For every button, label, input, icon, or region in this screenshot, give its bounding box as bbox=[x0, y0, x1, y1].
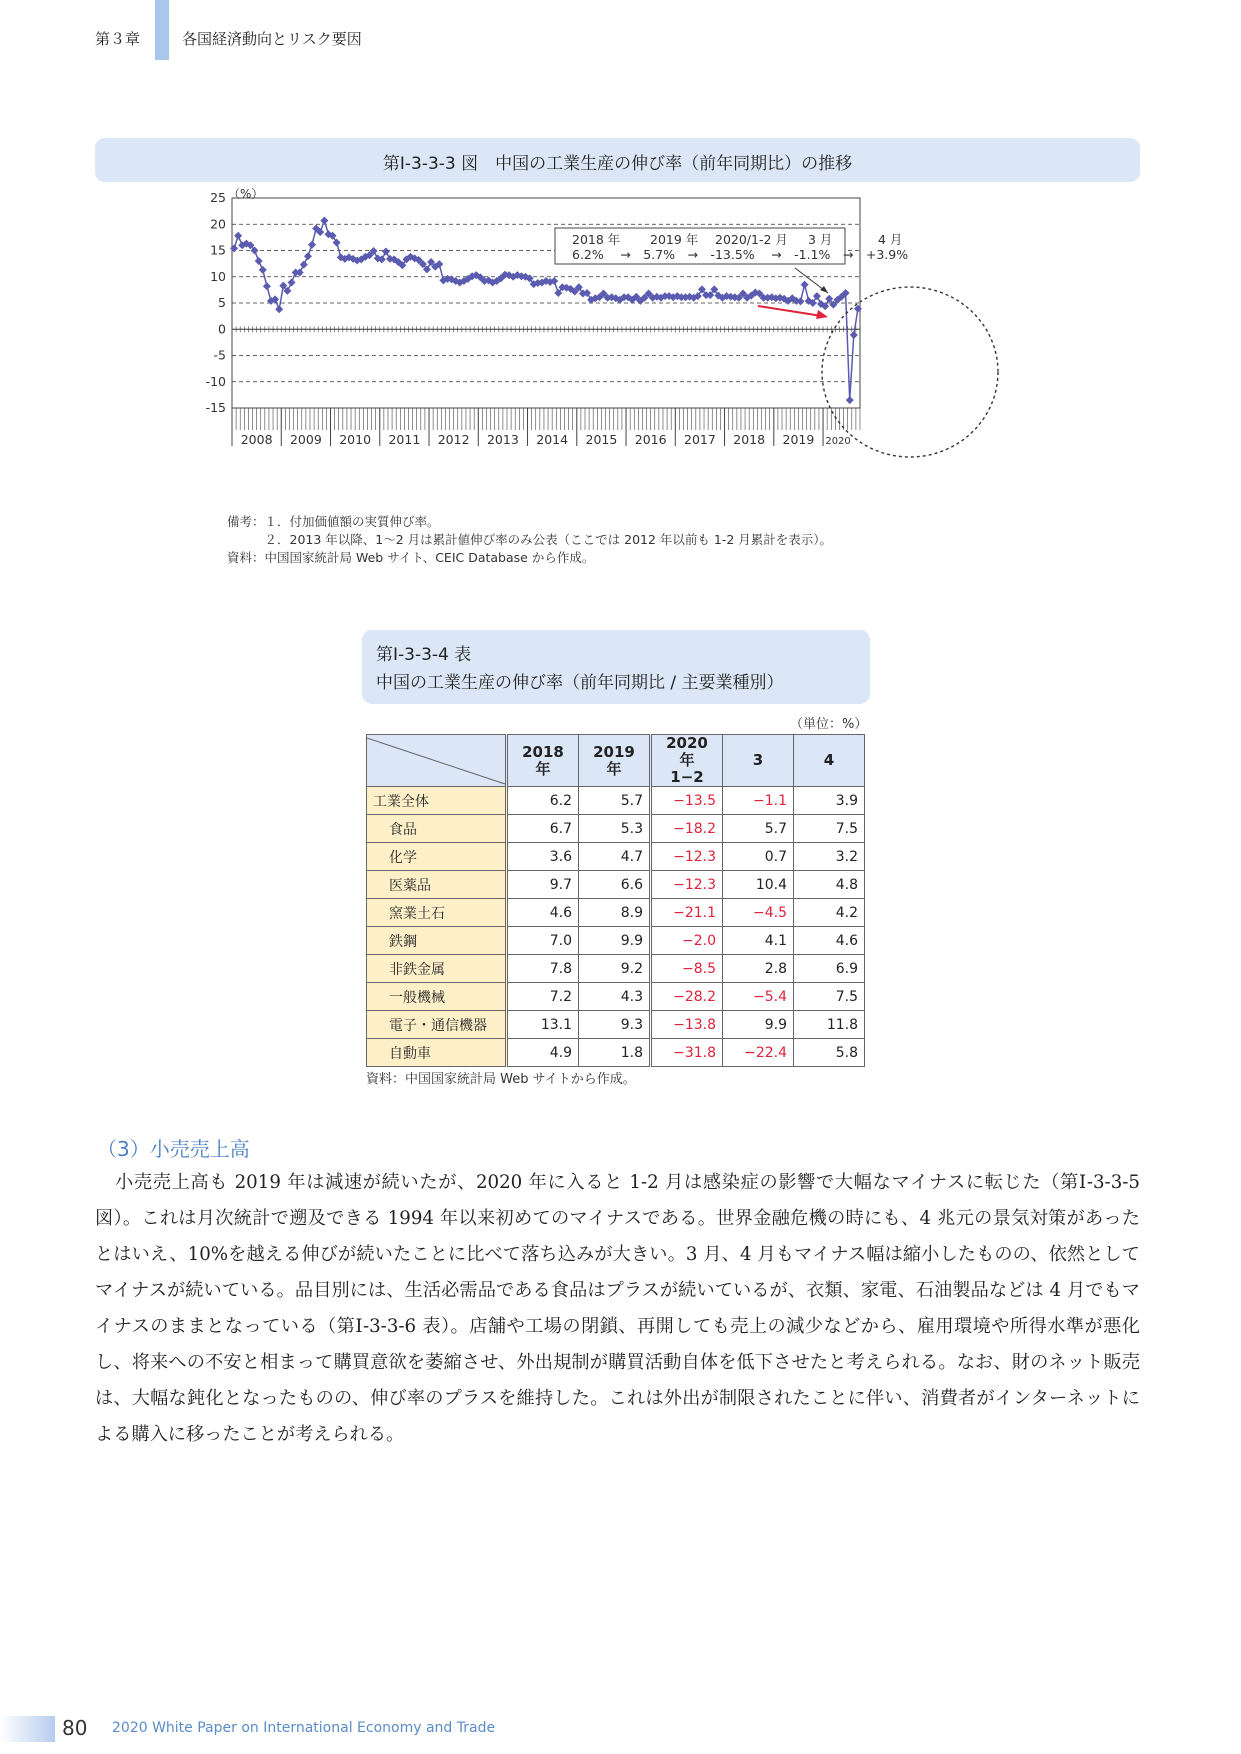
footer-bar bbox=[0, 1716, 55, 1742]
year-label: 2008 bbox=[240, 432, 273, 447]
red-trend-arrow-head bbox=[816, 310, 828, 319]
header-2020-year: 2020 年 bbox=[666, 734, 708, 769]
table-row bbox=[367, 815, 865, 843]
year-label: 2017 bbox=[684, 432, 716, 447]
section-body: 小売売上高も 2019 年は減速が続いたが、2020 年に入ると 1-2 月は感染症の影響で大幅なマイナスに転じた（第Ⅰ-3-3-5 図）。これは月次統計で遡及できる 1994 年以来初めてのマイナスである。世界金融危機の時にも、4 兆元の景気対策があったとはいえ、10%を越える伸びが続いたことに比べて落ち込みが大きい。3 月、4 月もマイナス幅は縮小したものの、依然としてマイナスが続いている。品目別には、生活必需品である食品はプラスが続いているが、衣類、家電、石油製品などは 4 月でもマイナスのままとなっている（第Ⅰ-3-3-6 表）。店舗や工場の閉鎖、再開しても売上の減少などから、雇用環境や所得水準が悪化し、将来への不安と相まって購買意欲を萎縮させ、外出規制が購買活動自体を低下させたと考えられる。なお、財のネット販売は、大幅な鈍化となったものの、伸び率のプラスを維持した。これは外出が制限されたことに伴い、消費者がインターネットによる購入に移ったことが考えられる。 bbox=[95, 1172, 1140, 1445]
year-label: 2010 bbox=[339, 432, 372, 447]
row-label: 窯業土石 bbox=[367, 899, 507, 927]
header-april: 4 bbox=[794, 735, 865, 787]
data-point bbox=[234, 232, 242, 240]
data-point bbox=[850, 331, 858, 339]
annotation-2020-jan-feb: 2020/1-2 月 bbox=[715, 232, 788, 247]
table-unit: （単位：%） bbox=[790, 717, 868, 732]
footer-title: 2020 White Paper on International Economy and Trade bbox=[112, 1720, 496, 1736]
data-point bbox=[320, 217, 328, 225]
y-tick-label: 0 bbox=[218, 321, 226, 337]
table-cell: 4.9 bbox=[507, 1039, 579, 1067]
table-cell: 4.7 bbox=[579, 843, 651, 871]
table-number: 第Ⅰ-3-3-4 表 bbox=[376, 645, 472, 665]
data-point bbox=[813, 292, 821, 300]
header-2019: 2019 年 bbox=[579, 735, 651, 787]
table-row bbox=[367, 927, 865, 955]
table-cell: 1.8 bbox=[579, 1039, 651, 1067]
row-label: 一般機械 bbox=[367, 983, 507, 1011]
table-header-row bbox=[367, 735, 865, 787]
table-row bbox=[367, 955, 865, 983]
industrial-production-chart bbox=[205, 187, 1010, 508]
table-cell: 3.2 bbox=[794, 843, 865, 871]
table-cell: −12.3 bbox=[651, 871, 723, 899]
chapter-title: 各国経済動向とリスク要因 bbox=[182, 30, 362, 48]
table-cell: 7.5 bbox=[794, 815, 865, 843]
table-cell: 7.0 bbox=[507, 927, 579, 955]
table-cell: 2.8 bbox=[723, 955, 794, 983]
row-label: 化学 bbox=[367, 843, 507, 871]
table-cell: 7.5 bbox=[794, 983, 865, 1011]
table-cell: 4.1 bbox=[723, 927, 794, 955]
year-label: 2015 bbox=[585, 432, 618, 447]
table-cell: 4.8 bbox=[794, 871, 865, 899]
table-cell: 11.8 bbox=[794, 1011, 865, 1039]
y-tick-label: 15 bbox=[210, 242, 226, 258]
y-axis-ticks bbox=[206, 190, 226, 415]
table-cell: −18.2 bbox=[651, 815, 723, 843]
table-row bbox=[367, 871, 865, 899]
table-row bbox=[367, 843, 865, 871]
diagonal-line bbox=[367, 738, 505, 784]
table-cell: −28.2 bbox=[651, 983, 723, 1011]
table-cell: −22.4 bbox=[723, 1039, 794, 1067]
table-cell: −8.5 bbox=[651, 955, 723, 983]
table-cell: 4.6 bbox=[507, 899, 579, 927]
header-2020-jan-feb bbox=[651, 735, 723, 787]
table-cell: 6.7 bbox=[507, 815, 579, 843]
year-label: 2011 bbox=[388, 432, 421, 447]
data-point bbox=[333, 239, 341, 247]
table-caption-box bbox=[362, 630, 870, 704]
annotation-march: 3 月 bbox=[808, 232, 833, 247]
table-row bbox=[367, 1011, 865, 1039]
table-cell: −1.1 bbox=[723, 787, 794, 815]
data-point bbox=[846, 396, 854, 404]
y-axis-label: （%） bbox=[228, 187, 264, 201]
figure-note-1: 備考：１．付加価値額の実質伸び率。 bbox=[227, 514, 440, 529]
data-point bbox=[854, 305, 862, 313]
figure-caption-box bbox=[95, 138, 1140, 182]
table-cell: 9.3 bbox=[579, 1011, 651, 1039]
y-tick-label: -10 bbox=[205, 373, 226, 389]
chapter-label: 第３章 bbox=[95, 30, 141, 48]
table-row bbox=[367, 983, 865, 1011]
red-trend-arrow bbox=[758, 306, 822, 316]
table-cell: 6.9 bbox=[794, 955, 865, 983]
table-cell: −2.0 bbox=[651, 927, 723, 955]
data-point bbox=[259, 266, 267, 274]
table-cell: 5.7 bbox=[723, 815, 794, 843]
figure-caption: 第Ⅰ-3-3-3 図 中国の工業生産の伸び率（前年同期比）の推移 bbox=[382, 154, 853, 174]
data-point bbox=[255, 257, 263, 265]
table-source: 資料：中国国家統計局 Web サイトから作成。 bbox=[366, 1072, 636, 1087]
data-point bbox=[296, 269, 304, 277]
row-label: 鉄鋼 bbox=[367, 927, 507, 955]
y-tick-label: 20 bbox=[210, 216, 226, 232]
year-label: 2018 bbox=[733, 432, 766, 447]
data-point bbox=[382, 248, 390, 256]
data-point bbox=[308, 241, 316, 249]
table-cell: 4.3 bbox=[579, 983, 651, 1011]
table-cell: −4.5 bbox=[723, 899, 794, 927]
table-row bbox=[367, 899, 865, 927]
section-heading: （3）小売売上高 bbox=[97, 1137, 250, 1161]
table-cell: 9.9 bbox=[723, 1011, 794, 1039]
table-cell: −13.5 bbox=[651, 787, 723, 815]
row-label: 自動車 bbox=[367, 1039, 507, 1067]
data-point bbox=[263, 282, 271, 290]
year-label: 2013 bbox=[486, 432, 519, 447]
table-row bbox=[367, 1039, 865, 1067]
header-2020-months: 1−2 bbox=[670, 768, 704, 786]
table-cell: 3.6 bbox=[507, 843, 579, 871]
table-cell: 9.9 bbox=[579, 927, 651, 955]
table-cell: −13.8 bbox=[651, 1011, 723, 1039]
table-cell: 9.7 bbox=[507, 871, 579, 899]
data-point bbox=[304, 252, 312, 260]
table-cell: 4.2 bbox=[794, 899, 865, 927]
row-label: 工業全体 bbox=[367, 787, 507, 815]
data-point bbox=[230, 244, 238, 252]
y-tick-label: 25 bbox=[210, 190, 226, 205]
table-cell: 3.9 bbox=[794, 787, 865, 815]
chapter-divider bbox=[155, 0, 169, 60]
table-cell: 5.8 bbox=[794, 1039, 865, 1067]
table-row bbox=[367, 787, 865, 815]
table-cell: 7.2 bbox=[507, 983, 579, 1011]
row-label: 電子・通信機器 bbox=[367, 1011, 507, 1039]
annotation-pointer-head bbox=[820, 286, 828, 293]
figure-note-2: ２．2013 年以降、1〜2 月は累計値伸び率のみ公表（ここでは 2012 年以前も 1-2 月累計を表示）。 bbox=[227, 532, 833, 547]
year-label: 2012 bbox=[437, 432, 470, 447]
table-cell: 5.7 bbox=[579, 787, 651, 815]
header-corner bbox=[367, 735, 507, 787]
year-label: 2016 bbox=[634, 432, 667, 447]
table-cell: −31.8 bbox=[651, 1039, 723, 1067]
x-axis-ticks bbox=[232, 326, 860, 447]
annotation-2019: 2019 年 bbox=[650, 232, 699, 247]
table-cell: 5.3 bbox=[579, 815, 651, 843]
page-number: 80 bbox=[62, 1716, 88, 1740]
year-label: 2009 bbox=[289, 432, 322, 447]
data-point bbox=[288, 279, 296, 287]
annotation-2018: 2018 年 bbox=[572, 232, 621, 247]
annotation-april: 4 月 bbox=[878, 232, 903, 247]
data-point bbox=[300, 261, 308, 269]
data-point bbox=[275, 305, 283, 313]
table-cell: 7.8 bbox=[507, 955, 579, 983]
table-cell: 6.6 bbox=[579, 871, 651, 899]
header-march: 3 bbox=[723, 735, 794, 787]
table-cell: −21.1 bbox=[651, 899, 723, 927]
y-tick-label: -5 bbox=[213, 347, 226, 363]
year-label: 2020 bbox=[825, 436, 851, 447]
table-cell: 0.7 bbox=[723, 843, 794, 871]
table-cell: 13.1 bbox=[507, 1011, 579, 1039]
y-tick-label: 5 bbox=[218, 295, 226, 310]
y-tick-label: 10 bbox=[210, 268, 226, 284]
y-tick-label: -15 bbox=[205, 400, 226, 415]
annotation-values: 6.2% → 5.7% → -13.5% → -1.1% → +3.9% bbox=[572, 247, 909, 262]
year-label: 2014 bbox=[536, 432, 569, 447]
table-cell: −5.4 bbox=[723, 983, 794, 1011]
row-label: 食品 bbox=[367, 815, 507, 843]
figure-source: 資料：中国国家統計局 Web サイト、CEIC Database から作成。 bbox=[227, 550, 595, 565]
row-label: 非鉄金属 bbox=[367, 955, 507, 983]
row-label: 医薬品 bbox=[367, 871, 507, 899]
table-cell: 6.2 bbox=[507, 787, 579, 815]
table-cell: 9.2 bbox=[579, 955, 651, 983]
table-cell: −12.3 bbox=[651, 843, 723, 871]
table-cell: 4.6 bbox=[794, 927, 865, 955]
year-label: 2019 bbox=[782, 432, 815, 447]
header-2018: 2018 年 bbox=[507, 735, 579, 787]
table-cell: 8.9 bbox=[579, 899, 651, 927]
industry-growth-table bbox=[366, 734, 865, 1067]
table-cell: 10.4 bbox=[723, 871, 794, 899]
table-title: 中国の工業生産の伸び率（前年同期比 / 主要業種別） bbox=[376, 673, 784, 693]
data-point bbox=[801, 281, 809, 289]
